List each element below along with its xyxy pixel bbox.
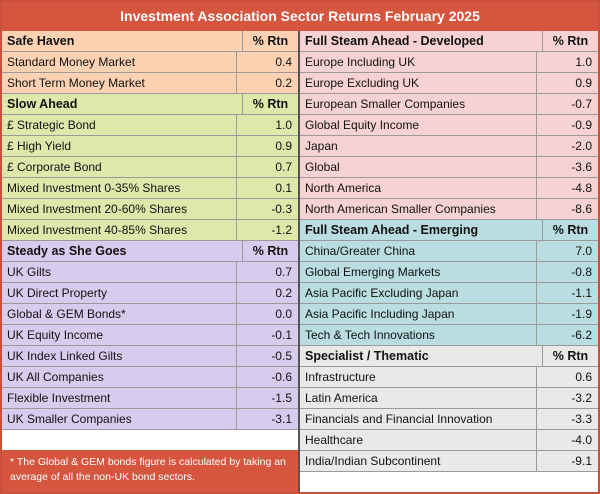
sector-name: Tech & Tech Innovations xyxy=(305,328,435,342)
sector-return: 0.6 xyxy=(536,367,598,387)
sector-name: Flexible Investment xyxy=(7,391,111,405)
sector-return: 0.1 xyxy=(236,178,298,198)
sector-return: -1.5 xyxy=(236,388,298,408)
column-header: % Rtn xyxy=(542,31,598,51)
sector-name: Global Equity Income xyxy=(305,118,420,132)
section-title: Full Steam Ahead - Developed xyxy=(305,34,484,48)
table-row xyxy=(300,367,598,388)
sector-return: -1.1 xyxy=(536,283,598,303)
sector-return: -0.6 xyxy=(236,367,298,387)
sector-name: Latin America xyxy=(305,391,378,405)
footnote: * The Global & GEM bonds figure is calculated by taking an average of all the non-UK bond sectors. xyxy=(2,450,298,492)
sector-return: -3.6 xyxy=(536,157,598,177)
table-row xyxy=(2,283,298,304)
column-header: % Rtn xyxy=(542,346,598,366)
table-row xyxy=(300,94,598,115)
sector-name: Japan xyxy=(305,139,338,153)
sector-name: Europe Including UK xyxy=(305,55,416,69)
section-safe-haven xyxy=(2,31,298,94)
sector-name: Mixed Investment 20-60% Shares xyxy=(7,202,188,216)
sector-return: -0.7 xyxy=(536,94,598,114)
table-row xyxy=(300,199,598,220)
page-title: Investment Association Sector Returns February 2025 xyxy=(2,2,598,31)
sector-name: UK Equity Income xyxy=(7,328,104,342)
sector-return: 1.0 xyxy=(236,115,298,135)
left-column xyxy=(2,31,300,492)
sector-return: -3.3 xyxy=(536,409,598,429)
section-emerging xyxy=(300,220,598,346)
table-row xyxy=(300,136,598,157)
section-slow-ahead xyxy=(2,94,298,241)
table-row xyxy=(300,52,598,73)
table-row xyxy=(300,178,598,199)
section-header xyxy=(2,241,298,262)
sector-name: £ High Yield xyxy=(7,139,72,153)
sector-return: -0.8 xyxy=(536,262,598,282)
sector-return: 0.2 xyxy=(236,73,298,93)
sector-name: Healthcare xyxy=(305,433,364,447)
section-title: Full Steam Ahead - Emerging xyxy=(305,223,479,237)
sector-name: UK Smaller Companies xyxy=(7,412,132,426)
column-header: % Rtn xyxy=(242,241,298,261)
sector-name: Financials and Financial Innovation xyxy=(305,412,493,426)
sector-name: UK Index Linked Gilts xyxy=(7,349,123,363)
sector-return: -3.1 xyxy=(236,409,298,429)
table-row xyxy=(2,178,298,199)
sector-return: -2.0 xyxy=(536,136,598,156)
sector-name: Global xyxy=(305,160,340,174)
table-row xyxy=(2,136,298,157)
table-row xyxy=(2,199,298,220)
sector-name: UK Direct Property xyxy=(7,286,108,300)
table-row xyxy=(2,367,298,388)
sector-return: -4.8 xyxy=(536,178,598,198)
sector-return: 0.2 xyxy=(236,283,298,303)
column-header: % Rtn xyxy=(242,31,298,51)
sector-name: Global & GEM Bonds* xyxy=(7,307,126,321)
sector-name: North American Smaller Companies xyxy=(305,202,496,216)
sector-name: £ Corporate Bond xyxy=(7,160,102,174)
table-row xyxy=(2,115,298,136)
section-title: Steady as She Goes xyxy=(7,244,127,258)
sector-return: 0.7 xyxy=(236,157,298,177)
table-row xyxy=(2,304,298,325)
sector-name: North America xyxy=(305,181,382,195)
sector-name: Global Emerging Markets xyxy=(305,265,441,279)
table-row xyxy=(2,325,298,346)
table-row xyxy=(300,451,598,472)
sector-name: Asia Pacific Including Japan xyxy=(305,307,455,321)
table-row xyxy=(300,430,598,451)
sector-return: 7.0 xyxy=(536,241,598,261)
right-column xyxy=(300,31,598,492)
table-row xyxy=(2,220,298,241)
section-title: Specialist / Thematic xyxy=(305,349,429,363)
sector-return: 0.7 xyxy=(236,262,298,282)
section-header xyxy=(2,94,298,115)
section-header xyxy=(300,31,598,52)
sector-return: -3.2 xyxy=(536,388,598,408)
sector-name: Infrastructure xyxy=(305,370,376,384)
sector-name: Mixed Investment 40-85% Shares xyxy=(7,223,188,237)
sector-return: -0.9 xyxy=(536,115,598,135)
sector-name: European Smaller Companies xyxy=(305,97,466,111)
sector-name: UK All Companies xyxy=(7,370,104,384)
table-row xyxy=(300,409,598,430)
sector-name: UK Gilts xyxy=(7,265,52,279)
sector-name: Asia Pacific Excluding Japan xyxy=(305,286,459,300)
sector-name: £ Strategic Bond xyxy=(7,118,96,132)
sector-return: -6.2 xyxy=(536,325,598,345)
sector-name: Mixed Investment 0-35% Shares xyxy=(7,181,181,195)
sector-return: -8.6 xyxy=(536,199,598,219)
section-steady xyxy=(2,241,298,430)
table-row xyxy=(300,262,598,283)
sector-return: 1.0 xyxy=(536,52,598,72)
sector-return: -0.1 xyxy=(236,325,298,345)
sector-return: -0.3 xyxy=(236,199,298,219)
sector-name: Short Term Money Market xyxy=(7,76,145,90)
table-row xyxy=(300,157,598,178)
section-thematic xyxy=(300,346,598,472)
sector-name: India/Indian Subcontinent xyxy=(305,454,441,468)
sector-name: China/Greater China xyxy=(305,244,416,258)
table-row xyxy=(2,73,298,94)
table-row xyxy=(2,409,298,430)
table-row xyxy=(300,388,598,409)
sector-return: 0.9 xyxy=(236,136,298,156)
sector-name: Europe Excluding UK xyxy=(305,76,420,90)
sector-name: Standard Money Market xyxy=(7,55,136,69)
section-header xyxy=(300,346,598,367)
column-header: % Rtn xyxy=(242,94,298,114)
section-title: Safe Haven xyxy=(7,34,75,48)
sector-return: -9.1 xyxy=(536,451,598,471)
table-row xyxy=(300,325,598,346)
sector-return: -1.2 xyxy=(236,220,298,240)
sector-return: -0.5 xyxy=(236,346,298,366)
table-row xyxy=(2,388,298,409)
table-row xyxy=(300,73,598,94)
section-header xyxy=(2,31,298,52)
table-row xyxy=(2,262,298,283)
table-row xyxy=(300,283,598,304)
sector-return: 0.0 xyxy=(236,304,298,324)
column-header: % Rtn xyxy=(542,220,598,240)
table-row xyxy=(300,304,598,325)
sector-return: -4.0 xyxy=(536,430,598,450)
section-header xyxy=(300,220,598,241)
sector-return: -1.9 xyxy=(536,304,598,324)
section-title: Slow Ahead xyxy=(7,97,78,111)
table-row xyxy=(2,157,298,178)
table-row xyxy=(2,346,298,367)
table-row xyxy=(300,115,598,136)
sector-return: 0.4 xyxy=(236,52,298,72)
sector-return: 0.9 xyxy=(536,73,598,93)
table-row xyxy=(2,52,298,73)
section-developed xyxy=(300,31,598,220)
table-row xyxy=(300,241,598,262)
